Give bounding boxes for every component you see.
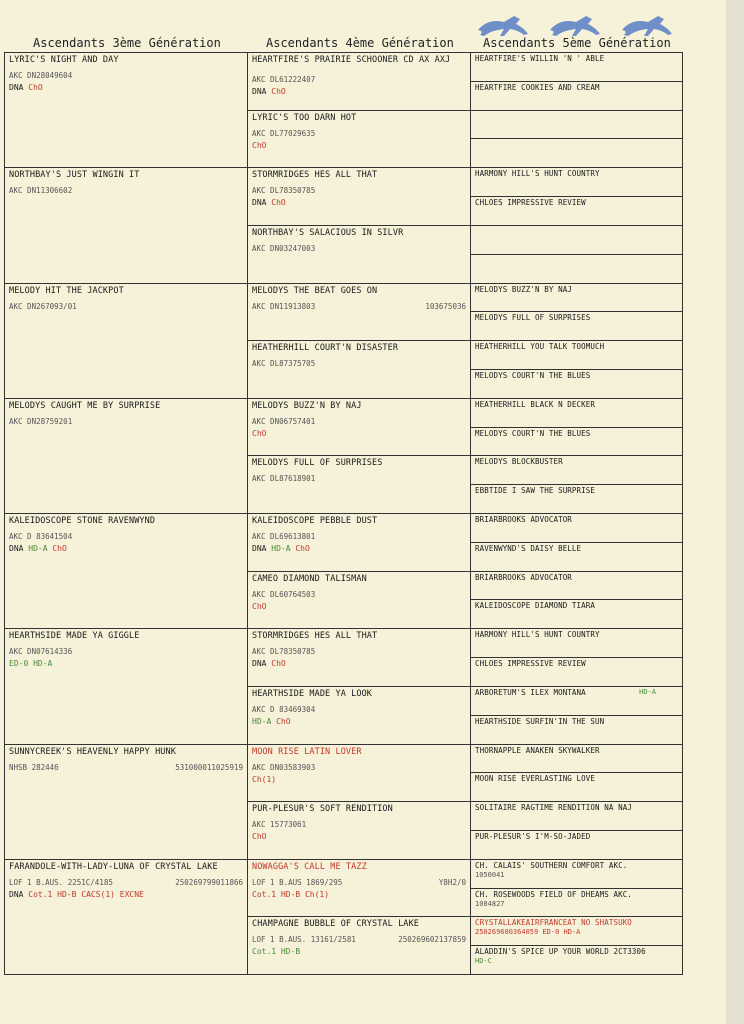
health-tags	[252, 141, 266, 150]
dog-name: BRIARBROOKS ADVOCATOR	[475, 515, 572, 524]
health-tags	[252, 832, 266, 841]
health-tag: ChO	[252, 601, 267, 611]
gen5-dog-cell	[470, 427, 683, 457]
dog-name: CHLOES IMPRESSIVE REVIEW	[475, 198, 586, 208]
gen4-dog-cell	[247, 916, 471, 975]
gen5-dog-cell	[470, 138, 683, 168]
dog-name: PUR-PLESUR'S SOFT RENDITION	[252, 804, 393, 815]
running-dogs-logo-icon	[474, 10, 684, 38]
gen5-dog-cell	[470, 599, 683, 629]
gen5-dog-cell	[470, 283, 683, 313]
dog-name: RAVENWYND'S DAISY BELLE	[475, 543, 582, 553]
dog-name: SOLITAIRE RAGTIME RENDITION NA NAJ	[475, 803, 632, 813]
dog-name: NOWAGGA'S CALL ME TAZZ	[252, 861, 367, 872]
gen3-dog-cell	[4, 859, 248, 975]
gen3-dog-cell	[4, 513, 248, 629]
dog-name: HEARTFIRE COOKIES AND CREAM	[475, 82, 600, 92]
dog-name: HARMONY HILL'S HUNT COUNTRY	[475, 169, 600, 179]
health-tag: DNA	[252, 198, 272, 208]
registration-number: AKC DL78350785	[252, 186, 316, 196]
chip-number: 103675036	[425, 301, 466, 311]
gen5-dog-cell	[470, 398, 683, 428]
chip-number: 250269799011866	[175, 877, 243, 887]
dog-extra-info: 1050041	[475, 870, 505, 879]
health-tag: Cot.1 HD-B Ch(1)	[252, 889, 330, 899]
dog-name: MELODYS CAUGHT ME BY SURPRISE	[9, 400, 161, 411]
gen5-dog-cell	[470, 340, 683, 370]
dog-name: MOON RISE LATIN LOVER	[252, 746, 362, 757]
gen5-dog-cell	[470, 167, 683, 197]
gen5-dog-cell	[470, 859, 683, 889]
chip-number: 250269602137859	[398, 935, 466, 945]
registration-number: AKC DL78350785	[252, 647, 316, 657]
pedigree-header	[0, 0, 726, 54]
health-tag: Ch(1)	[252, 774, 277, 784]
dog-name: MELODYS BUZZ'N BY NAJ	[252, 400, 362, 411]
health-tag: ChO	[271, 198, 286, 208]
registration-number: AKC D 83641504	[9, 532, 73, 541]
health-tags	[9, 890, 144, 899]
dog-name: THORNAPPLE ANAKEN SKYWALKER	[475, 745, 600, 755]
registration-number: AKC DL69613801	[252, 532, 316, 541]
registration-number: AKC 15773061	[252, 820, 307, 830]
dog-name: MELODYS FULL OF SURPRISES	[252, 458, 383, 469]
health-tag: ChO	[28, 83, 43, 92]
health-tag: DNA	[9, 544, 29, 553]
dog-name: CRYSTALLAKEAIRFRANCEAT NO SHATSUKO	[475, 918, 632, 928]
registration-number: AKC DN07614336	[9, 647, 73, 657]
gen4-dog-cell	[247, 52, 471, 111]
health-tags	[9, 83, 43, 92]
dog-name: MELODYS BUZZ'N BY NAJ	[475, 284, 572, 294]
gen5-dog-cell	[470, 81, 683, 111]
dog-name: MELODY HIT THE JACKPOT	[9, 285, 124, 296]
gen4-dog-cell	[247, 110, 471, 169]
health-tags	[252, 602, 266, 611]
gen4-dog-cell	[247, 801, 471, 860]
dog-name: CH. CALAIS' SOUTHERN COMFORT AKC.	[475, 860, 628, 870]
dog-name: MELODYS COURT'N THE BLUES	[475, 370, 591, 380]
gen5-dog-cell	[470, 484, 683, 514]
registration-number: AKC DN03583903	[252, 762, 316, 772]
chip-number: 531000011025919	[175, 762, 243, 772]
gen5-dog-cell	[470, 657, 683, 687]
gen4-dog-cell	[247, 744, 471, 803]
gen3-dog-cell	[4, 52, 248, 168]
gen5-dog-cell	[470, 196, 683, 226]
chip-number: Y8H2/0	[438, 877, 466, 887]
health-tag: ChO	[271, 659, 286, 669]
gen5-header: Ascendants 5ème Génération	[483, 36, 671, 50]
gen4-dog-cell	[247, 398, 471, 457]
registration-number: NHSB 282446	[9, 762, 59, 772]
registration-number: LOF 1 B.AUS. 2251C/4185	[9, 877, 113, 887]
dog-name: CAMEO DIAMOND TALISMAN	[252, 573, 367, 584]
dog-name: SUNNYCREEK'S HEAVENLY HAPPY HUNK	[9, 746, 176, 757]
gen5-dog-cell	[470, 254, 683, 284]
registration-number: AKC DN11913803	[252, 301, 316, 311]
gen3-dog-cell	[4, 167, 248, 283]
gen5-dog-cell	[470, 571, 683, 601]
dog-name: ALADDIN'S SPICE UP YOUR WORLD 2CT3306	[475, 947, 646, 957]
gen5-dog-cell	[470, 225, 683, 255]
gen5-dog-cell	[470, 830, 683, 860]
dog-name: PUR-PLESUR'S I'M-SO-JADED	[475, 831, 591, 841]
gen4-dog-cell	[247, 340, 471, 399]
health-tag: HD-A	[252, 716, 277, 726]
health-tag: HD-A	[271, 544, 296, 553]
health-tag: Cot.1 HD-B	[252, 947, 301, 957]
paper-edge	[726, 0, 744, 1024]
health-tags	[252, 947, 300, 956]
dog-extra-info: HD-C	[475, 957, 492, 966]
dog-name: HEARTFIRE'S PRAIRIE SCHOONER CD AX AXJ	[252, 55, 451, 65]
registration-number: AKC DN06757401	[252, 416, 316, 426]
health-tags	[9, 659, 52, 668]
gen3-dog-cell	[4, 398, 248, 514]
dog-name: HEARTHSIDE MADE YA GIGGLE	[9, 631, 140, 642]
dog-name: MELODYS COURT'N THE BLUES	[475, 428, 591, 438]
dog-name: MOON RISE EVERLASTING LOVE	[475, 774, 595, 784]
registration-number: AKC DL61222407	[252, 75, 316, 84]
health-tag: ChO	[252, 428, 267, 438]
health-tags	[252, 87, 286, 96]
registration-number: AKC DL77029635	[252, 128, 316, 138]
gen4-dog-cell	[247, 628, 471, 687]
registration-number: AKC DN28049604	[9, 71, 73, 80]
registration-number: AKC DL87375705	[252, 359, 316, 369]
health-tag: ED-0 HD-A	[9, 659, 53, 669]
health-tags	[252, 890, 329, 899]
gen5-dog-cell	[470, 455, 683, 485]
gen4-header: Ascendants 4ème Génération	[266, 36, 454, 50]
dog-name: HEATHERHILL COURT'N DISASTER	[252, 343, 399, 354]
gen5-dog-cell	[470, 744, 683, 774]
dog-extra-info: 1084827	[475, 899, 505, 908]
dog-name: HEATHERHILL BLACK N DECKER	[475, 399, 595, 409]
dog-name: KALEIDOSCOPE STONE RAVENWYND	[9, 516, 156, 526]
dog-name: NORTHBAY'S SALACIOUS IN SILVR	[252, 227, 404, 238]
gen4-dog-cell	[247, 686, 471, 745]
health-tag: ChO	[52, 544, 67, 553]
registration-number: LOF 1 B.AUS 1869/295	[252, 877, 343, 887]
health-tag: DNA	[252, 659, 272, 669]
dog-name: HEARTFIRE'S WILLIN 'N ' ABLE	[475, 54, 605, 63]
gen5-dog-cell	[470, 52, 683, 82]
health-tag: ChO	[271, 87, 286, 96]
health-tag: ChO	[252, 140, 267, 150]
health-tag: Cot.1 HD-B CACS(1) EXCNE	[28, 889, 144, 899]
dog-extra-info: HD-A	[639, 687, 656, 696]
health-tag: ChO	[252, 832, 267, 842]
health-tags	[252, 198, 286, 207]
dog-name: KALEIDOSCOPE DIAMOND TIARA	[475, 601, 595, 611]
health-tag: DNA	[252, 87, 272, 96]
health-tag: DNA	[9, 889, 29, 899]
dog-name: MELODYS THE BEAT GOES ON	[252, 285, 378, 296]
dog-name: LYRIC'S TOO DARN HOT	[252, 112, 357, 123]
gen4-dog-cell	[247, 283, 471, 342]
health-tag: ChO	[295, 544, 310, 553]
registration-number: AKC DN267093/01	[9, 301, 77, 311]
health-tag: HD-A	[28, 544, 53, 553]
health-tags	[252, 775, 276, 784]
gen4-dog-cell	[247, 513, 471, 572]
dog-name: CHAMPAGNE BUBBLE OF CRYSTAL LAKE	[252, 919, 419, 930]
gen4-dog-cell	[247, 167, 471, 226]
health-tag: ChO	[276, 716, 291, 726]
health-tags	[9, 544, 67, 553]
dog-name: MELODYS FULL OF SURPRISES	[475, 313, 591, 323]
registration-number: AKC DL60764503	[252, 589, 316, 599]
gen5-dog-cell	[470, 945, 683, 975]
dog-name: HEARTHSIDE SURFIN'IN THE SUN	[475, 716, 605, 726]
gen5-dog-cell	[470, 686, 683, 716]
dog-name: HEATHERHILL YOU TALK TOOMUCH	[475, 342, 605, 352]
gen5-dog-cell	[470, 311, 683, 341]
health-tags	[252, 544, 310, 553]
dog-name: NORTHBAY'S JUST WINGIN IT	[9, 170, 140, 181]
dog-name: CHLOES IMPRESSIVE REVIEW	[475, 659, 586, 669]
dog-name: BRIARBROOKS ADVOCATOR	[475, 572, 572, 582]
registration-number: AKC D 83469304	[252, 704, 316, 714]
registration-number: LOF 1 B.AUS. 13161/2581	[252, 935, 356, 945]
health-tag: DNA	[9, 83, 29, 92]
dog-name: HEARTHSIDE MADE YA LOOK	[252, 688, 373, 699]
registration-number: AKC DN11306602	[9, 186, 73, 196]
dog-name: STORMRIDGES HES ALL THAT	[252, 170, 378, 181]
dog-name: KALEIDOSCOPE PEBBLE DUST	[252, 516, 378, 526]
gen3-header: Ascendants 3ème Génération	[33, 36, 221, 50]
gen5-dog-cell	[470, 715, 683, 745]
dog-name: LYRIC'S NIGHT AND DAY	[9, 55, 119, 65]
gen5-dog-cell	[470, 542, 683, 572]
dog-name: STORMRIDGES HES ALL THAT	[252, 631, 378, 642]
gen3-dog-cell	[4, 283, 248, 399]
dog-name: HARMONY HILL'S HUNT COUNTRY	[475, 630, 600, 640]
registration-number: AKC DN03247003	[252, 243, 316, 253]
gen4-dog-cell	[247, 571, 471, 630]
gen4-dog-cell	[247, 859, 471, 918]
health-tags	[252, 429, 266, 438]
dog-name: ARBORETUM'S ILEX MONTANA	[475, 687, 586, 697]
health-tag: DNA	[252, 544, 272, 553]
gen4-dog-cell	[247, 225, 471, 284]
gen3-dog-cell	[4, 628, 248, 744]
dog-extra-info: 250269600364059 ED-0 HD-A	[475, 928, 581, 937]
dog-name: FARANDOLE-WITH-LADY-LUNA OF CRYSTAL LAKE	[9, 861, 218, 872]
health-tags	[252, 659, 286, 668]
gen5-dog-cell	[470, 888, 683, 918]
dog-name: CH. ROSEWOODS FIELD OF DHEAMS AKC.	[475, 889, 632, 899]
gen4-dog-cell	[247, 455, 471, 514]
registration-number: AKC DL87618901	[252, 474, 316, 484]
gen5-dog-cell	[470, 801, 683, 831]
gen5-dog-cell	[470, 369, 683, 399]
pedigree-grid	[4, 52, 682, 974]
gen3-dog-cell	[4, 744, 248, 860]
gen5-dog-cell	[470, 110, 683, 140]
dog-name: EBBTIDE I SAW THE SURPRISE	[475, 486, 595, 496]
gen5-dog-cell	[470, 513, 683, 543]
gen5-dog-cell	[470, 772, 683, 802]
dog-name: MELODYS BLOCKBUSTER	[475, 457, 563, 467]
gen5-dog-cell	[470, 916, 683, 946]
gen5-dog-cell	[470, 628, 683, 658]
health-tags	[252, 717, 291, 726]
registration-number: AKC DN28759201	[9, 416, 73, 426]
